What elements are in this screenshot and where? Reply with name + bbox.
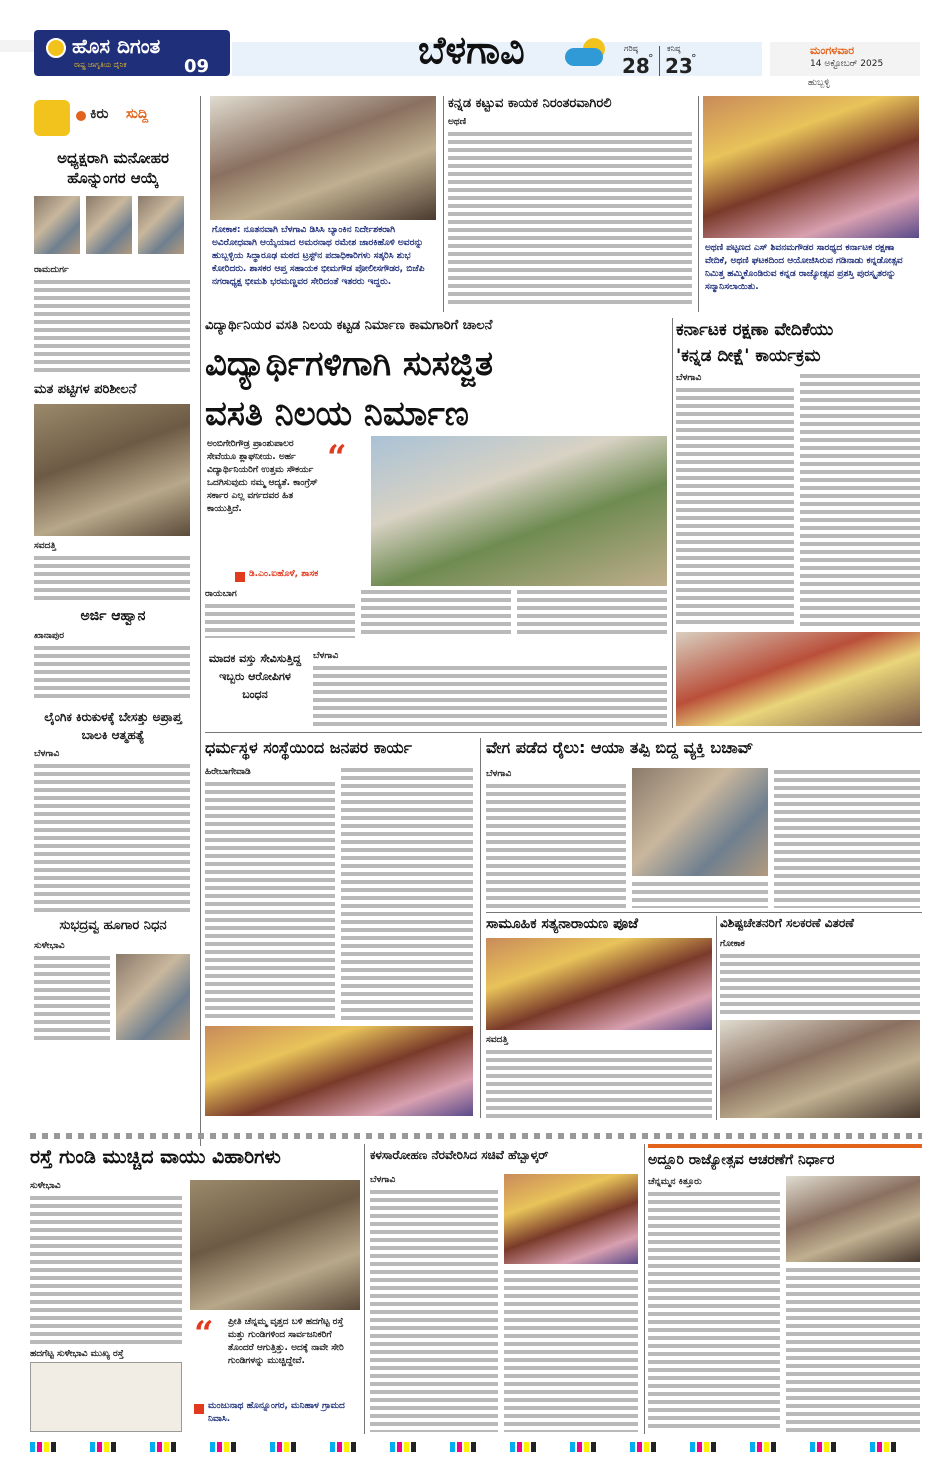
drugs-dateline: ಬೆಳಗಾವಿ — [313, 651, 339, 661]
drugs-body — [313, 664, 667, 726]
quote-mark-icon: “ — [327, 438, 347, 478]
story-karave — [676, 318, 922, 728]
kalasha-photo — [504, 1174, 638, 1264]
road-quote: ಪ್ರೀತಿ ಚೆನ್ನಮ್ಮ ವೃತ್ತದ ಬಳಿ ಹದಗೆಟ್ಟ ರಸ್ತೆ ಮತ್ತು ಗುಂಡಿಗಳಿಂದ ಸಾರ್ವಜನಿಕರಿಗೆ ತೊಂದರೆ ಆಗುತ್ತಿತ್ತು. ಅದಕ್ಕೆ ನಾವೇ ಸೇರಿ ಗುಂಡಿಗಳನ್ನು ಮುಚ್ಚಿದ್ದೇವೆ. — [228, 1317, 344, 1366]
temp-divider — [659, 46, 660, 76]
kirusuddi-head4: ಲೈಂಗಿಕ ಕಿರುಕುಳಕ್ಕೆ ಬೇಸತ್ತು ಅಪ್ರಾಪ್ತ ಬಾಲಕಿ ಆತ್ಮಹತ್ಯೆ — [44, 710, 182, 742]
kirusuddi-dateline3: ಖಾನಾಪುರ — [34, 631, 64, 641]
quote-author-bullet-icon — [235, 572, 245, 582]
kirusuddi-headline: ಅಧ್ಯಕ್ಷರಾಗಿ ಮನೋಹರ ಹೊನ್ನುಂಗರ ಆಯ್ಕೆ — [57, 149, 169, 187]
rajyotsava-accent-bar — [648, 1144, 922, 1148]
kirusuddi-label-kiru: ಕಿರು — [90, 106, 109, 122]
kirusuddi-head2: ಮತ ಪಟ್ಟಿಗಳ ಪರಿಶೀಲನೆ — [34, 382, 137, 397]
story-hostel — [205, 318, 669, 640]
karave-headline-line1: ಕರ್ನಾಟಕ ರಕ್ಷಣಾ ವೇದಿಕೆಯು — [676, 320, 834, 340]
satyanarayana-photo — [486, 938, 712, 1030]
disabled-photo — [720, 1020, 920, 1118]
kirusuddi-bullet-icon — [76, 111, 86, 121]
kalasha-dateline: ಬೆಳಗಾವಿ — [370, 1175, 396, 1185]
portrait-3 — [138, 196, 184, 254]
rajyotsava-body-col2 — [786, 1266, 920, 1432]
kirusuddi-column — [30, 92, 197, 1147]
karave-headline-line2: 'ಕನ್ನಡ ದೀಕ್ಷೆ' ಕಾರ್ಯಕ್ರಮ — [676, 346, 821, 366]
train-body-col3 — [774, 768, 920, 908]
kirusuddi-head5: ಸುಭದ್ರವ್ವ ಹೂಗಾರ ನಿಧನ — [59, 918, 167, 933]
dharmasthala-headline: ಧರ್ಮಸ್ಥಳ ಸಂಸ್ಥೆಯಿಂದ ಜನಪರ ಕಾರ್ಯ — [205, 738, 412, 757]
registration-marks — [30, 1442, 922, 1452]
disabled-dateline: ಗೋಕಾಕ — [720, 939, 745, 949]
disabled-headline: ವಿಶಿಷ್ಟಚೇತನರಿಗೆ ಸಲಕರಣೆ ವಿತರಣೆ — [720, 916, 854, 930]
rule-sat — [486, 912, 922, 913]
train-rescue-photo — [632, 768, 768, 876]
story-kalasha — [370, 1144, 640, 1434]
dc-felicitation-photo — [210, 96, 436, 220]
hostel-body-col3 — [517, 588, 667, 638]
story-right-photo — [703, 96, 921, 312]
hostel-quote-author: ಡಿ.ಎಂ.ಐಹೊಳೆ, ಶಾಸಕ — [249, 569, 319, 579]
kannada-body — [448, 130, 692, 308]
hostel-headline-line2: ವಸತಿ ನಿಲಯ ನಿರ್ಮಾಣ — [205, 394, 469, 434]
day-box — [770, 42, 920, 76]
kannada-headline: ಕನ್ನಡ ಕಟ್ಟುವ ಕಾಯಕ ನಿರಂತರವಾಗಿರಲಿ — [448, 96, 612, 111]
drugs-headline: ಮಾದಕ ವಸ್ತು ಸೇವಿಸುತ್ತಿದ್ದ ಇಬ್ಬರು ಆರೋಪಿಗಳ ಬಂಧನ — [208, 652, 302, 701]
road-quote-mark-icon: “ — [194, 1314, 214, 1354]
story-disabled — [720, 916, 922, 1120]
satyanarayana-headline: ಸಾಮೂಹಿಕ ಸತ್ಯನಾರಾಯಣ ಪೂಜೆ — [486, 916, 639, 932]
road-inset-caption: ಹದಗೆಟ್ಟ ಸುಳೇಭಾವಿ ಮುಖ್ಯ ರಸ್ತೆ — [30, 1349, 124, 1359]
train-photo-caption — [632, 880, 768, 908]
min-degree: ° — [691, 52, 697, 64]
rule-disabled — [716, 916, 717, 1120]
train-headline: ವೇಗ ಪಡೆದ ರೈಲು: ಆಯಾ ತಪ್ಪಿ ಬಿದ್ದ ವ್ಯಕ್ತಿ ಬಚಾವ್ — [486, 738, 754, 757]
kalasha-headline: ಕಳಸಾರೋಹಣ ನೆರವೇರಿಸಿದ ಸಚಿವೆ ಹೆಬ್ಬಾಳ್ಕರ್ — [370, 1148, 549, 1162]
kirusuddi-body — [34, 278, 190, 374]
kirusuddi-body4 — [34, 762, 190, 912]
hostel-foundation-photo — [371, 436, 667, 586]
train-dateline: ಬೆಳಗಾವಿ — [486, 769, 512, 779]
rajyotsava-headline: ಅದ್ದೂರಿ ರಾಜ್ಯೋತ್ಸವ ಆಚರಣೆಗೆ ನಿರ್ಧಾರ — [648, 1152, 835, 1168]
rule-dc — [443, 96, 444, 312]
weather-icon — [565, 38, 609, 68]
rule-kannada — [698, 96, 699, 312]
dc-caption: ಗೋಕಾಕ: ನೂತನವಾಗಿ ಬೆಳಗಾವಿ ಡಿಸಿಸಿ ಬ್ಯಾಂಕಿನ ನಿರ್ದೇಶಕರಾಗಿ ಅವಿರೋಧವಾಗಿ ಆಯ್ಕೆಯಾದ ಅಮರನಾಥ ರಮೇಶ ಜಾರಕಿಹೊಳಿ ಅವರನ್ನು ಹುಬ್ಬಳ್ಳಿಯ ಸಿದ್ಧಾರೂಢ ಮಠದ ಟ್ರಸ್ಟ್‌ನ ಪದಾಧಿಕಾರಿಗಳು ಸತ್ಕರಿಸಿ ಶುಭ ಕೋರಿದರು. ಶಾಸಕರ ಆಪ್ತ ಸಹಾಯಕ ಭೀಮಗೌಡ ಪೋಲೀಸಗೌಡರ, ಬಿಜೆಪಿ ನಗರಾಧ್ಯಕ್ಷ ಭೀಮಶಿ ಭರಮಣ್ಣವರ ಸೇರಿದಂತೆ ಇತರರು ಇದ್ದರು. — [212, 225, 425, 287]
story-kannada — [448, 96, 694, 312]
logo-box[interactable] — [34, 30, 230, 76]
logo-tagline: ರಾಷ್ಟ್ರ ಜಾಗೃತಿಯ ದೈನಿಕ — [74, 61, 127, 69]
road-repair-photo — [190, 1180, 360, 1310]
pointing-hand-icon — [34, 100, 70, 136]
road-inset-newspaper — [30, 1362, 182, 1432]
hostel-quote-box — [205, 436, 365, 586]
kannada-dateline: ಅಥಣಿ — [448, 117, 467, 127]
max-degree: ° — [648, 52, 654, 64]
hostel-kicker: ವಿದ್ಯಾರ್ಥಿನಿಯರ ವಸತಿ ನಿಲಯ ಕಟ್ಟಡ ನಿರ್ಮಾಣ ಕಾಮಗಾರಿಗೆ ಚಾಲನೆ — [205, 318, 493, 333]
satyanarayana-dateline: ಸವದತ್ತಿ — [486, 1035, 508, 1045]
kirusuddi-header — [30, 96, 190, 136]
road-quote-author: ಮಂಜುನಾಥ ಹೊನ್ನೂಂಗರ, ಮನಿಹಾಳ ಗ್ರಾಮದ ನಿವಾಸಿ. — [208, 1401, 345, 1424]
story-drugs — [205, 650, 669, 728]
rule-kalasha — [644, 1144, 645, 1434]
rule-road — [364, 1144, 365, 1434]
dharmasthala-body-col1 — [205, 780, 335, 1020]
voter-list-photo — [34, 404, 190, 536]
disabled-body — [720, 952, 920, 1016]
day-name: ಮಂಗಳವಾರ — [810, 44, 855, 57]
road-body — [30, 1194, 182, 1344]
hostel-dateline: ರಾಯಬಾಗ — [205, 589, 237, 599]
story-train — [486, 738, 922, 910]
story-rajyotsava — [648, 1144, 922, 1434]
rule-hostel — [672, 318, 673, 728]
rule-mid-row — [205, 732, 922, 733]
bottom-dotted-divider — [30, 1133, 922, 1139]
hostel-quote: ಅಂಬಿಗೇರಿಗೌಡ್ರ ಪ್ರಾಂಶುಪಾಲರ ಸೇವೆಯೂ ಶ್ಲಾಘನೀಯ. ಅರ್ಹ ವಿದ್ಯಾರ್ಥಿನಿಯರಿಗೆ ಉತ್ತಮ ಸೌಕರ್ಯ ಒದಗಿಸುವುದು ನಮ್ಮ ಆದ್ಯತೆ. ಕಾಂಗ್ರೆಸ್ ಸರ್ಕಾರ ಎಲ್ಲ ವರ್ಗದವರ ಹಿತ ಕಾಯುತ್ತಿದೆ. — [207, 439, 318, 514]
road-quote-bullet-icon — [194, 1404, 204, 1414]
train-body-col1 — [486, 782, 626, 908]
road-dateline: ಸುಳೇಭಾವಿ — [30, 1181, 61, 1191]
kirusuddi-body2 — [34, 554, 190, 602]
road-headline: ರಸ್ತೆ ಗುಂಡಿ ಮುಚ್ಚಿದ ವಾಯು ವಿಹಾರಿಗಳು — [30, 1146, 281, 1168]
award-photo — [703, 96, 919, 238]
karave-dateline: ಬೆಳಗಾವಿ — [676, 373, 702, 383]
max-temp: 28 — [622, 54, 650, 78]
story-dc — [210, 96, 438, 312]
issue-date: 14 ಅಕ್ಟೋಬರ್ 2025 — [810, 59, 884, 69]
karave-body-col2 — [800, 372, 920, 626]
cloud-icon — [565, 48, 603, 66]
logo-name: ಹೊಸ ದಿಗಂತ — [72, 34, 161, 58]
story-road — [30, 1144, 360, 1434]
kirusuddi-body5 — [34, 954, 110, 1044]
kirusuddi-body3 — [34, 644, 190, 702]
left-column-rule — [200, 96, 201, 1146]
min-label: ಕನಿಷ್ಠ — [667, 44, 681, 53]
city-title: ಬೆಳಗಾವಿ — [418, 28, 525, 72]
story-satyanarayana — [486, 916, 714, 1120]
story-dharmasthala — [205, 738, 475, 1118]
kalasha-body-col2 — [504, 1268, 638, 1432]
dharmasthala-body-col2 — [341, 766, 473, 1020]
hostel-headline-line1: ವಿದ್ಯಾರ್ಥಿಗಳಿಗಾಗಿ ಸುಸಜ್ಜಿತ — [205, 344, 494, 384]
kirusuddi-dateline5: ಸುಳೇಭಾವಿ — [34, 941, 65, 951]
award-caption: ಅಥಣಿ ಪಟ್ಟಣದ ಎಸ್ ಶಿವನಮಗೌಡರ ಸಾರಥ್ಯದ ಕರ್ನಾಟಕ ರಕ್ಷಣಾ ವೇದಿಕೆ, ಅಥಣಿ ಘಟಕದಿಂದ ಆಯೋಜಿಸಿರುವ ಗಡಿನಾಡು ಕನ್ನಡೋತ್ಸವ ನಿಮಿತ್ತ ಹಮ್ಮಿಕೊಂಡಿರುವ ಕನ್ನಡ ರಾಜ್ಯೋತ್ಸವ ಪ್ರಶಸ್ತಿ ಪುರಸ್ಕೃತರನ್ನು ಸನ್ಮಾನಿಸಲಾಯಿತು. — [705, 243, 903, 292]
kirusuddi-dateline: ರಾಮದುರ್ಗ — [34, 265, 69, 275]
obituary-photo — [116, 954, 190, 1040]
kirusuddi-dateline4: ಬೆಳಗಾವಿ — [34, 749, 60, 759]
hostel-body-col2 — [361, 588, 511, 638]
rajyotsava-dateline: ಚೆನ್ನಮ್ಮನ ಕಿತ್ತೂರು — [648, 1177, 702, 1187]
hostel-body-col1 — [205, 602, 355, 638]
rajyotsava-meeting-photo — [786, 1176, 920, 1262]
logo-emblem-icon — [46, 38, 66, 58]
min-temp: 23 — [665, 54, 693, 78]
dharmasthala-dateline: ಹಿರೇಬಾಗೇವಾಡಿ — [205, 767, 251, 777]
kirusuddi-dateline2: ಸವದತ್ತಿ — [34, 541, 56, 551]
rajyotsava-body-col1 — [648, 1190, 780, 1432]
portrait-1 — [34, 196, 80, 254]
kirusuddi-head3: ಅರ್ಜಿ ಆಹ್ವಾನ — [80, 608, 146, 624]
edition-name: ಹುಬ್ಬಳ್ಳಿ — [808, 78, 830, 88]
masthead — [0, 0, 945, 92]
dharmasthala-photo — [205, 1026, 473, 1116]
page-number: 09 — [184, 56, 210, 76]
satyanarayana-body — [486, 1048, 712, 1118]
rule-dharmasthala — [480, 738, 481, 1118]
kirusuddi-label-suddi: ಸುದ್ದಿ — [126, 106, 149, 122]
max-label: ಗರಿಷ್ಠ — [624, 44, 638, 53]
karave-rally-photo — [676, 632, 920, 726]
karave-body-col1 — [676, 386, 794, 626]
kalasha-body-col1 — [370, 1188, 498, 1432]
portrait-2 — [86, 196, 132, 254]
